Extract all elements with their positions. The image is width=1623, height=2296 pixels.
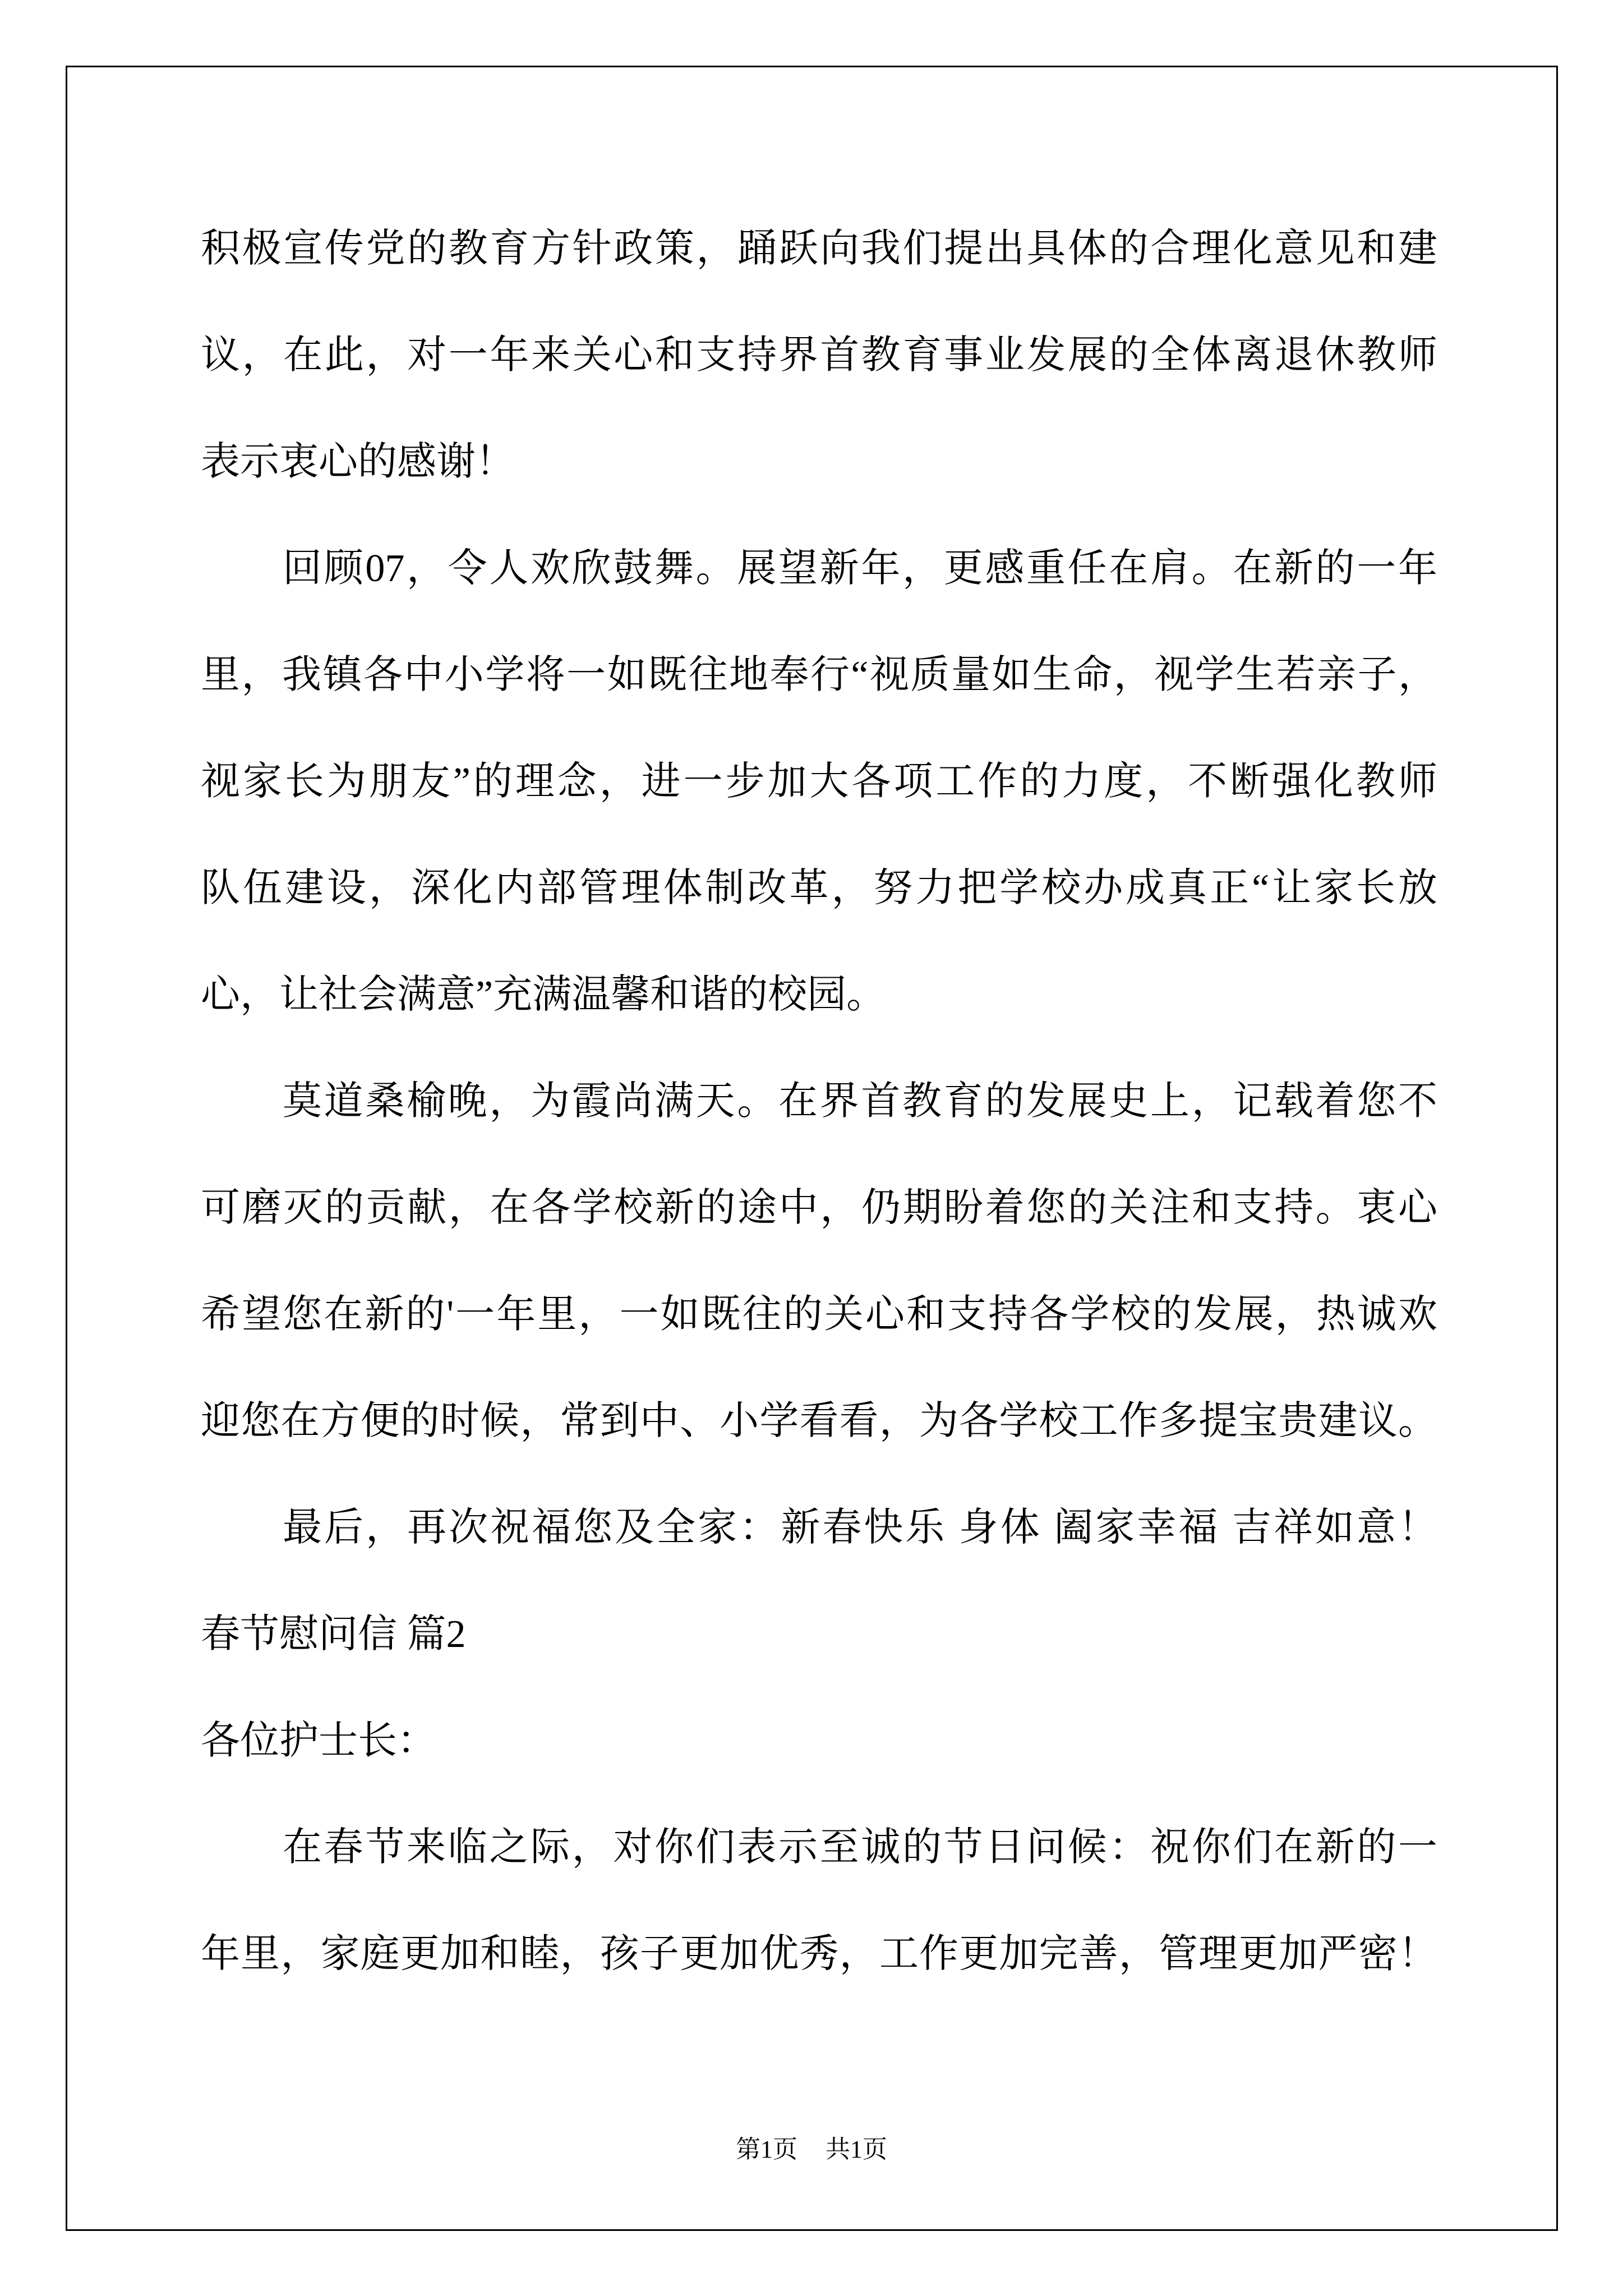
document-body <box>201 196 1437 2008</box>
page-footer <box>0 2131 1623 2169</box>
body-line: 表示衷心的感谢！ <box>201 440 515 484</box>
body-line: 在春节来临之际，对你们表示至诚的节日问候：祝你们在新的一 <box>283 1826 1437 1869</box>
paragraph <box>201 1795 1437 2008</box>
body-line: 心，让社会满意”充满温馨和谐的校园。 <box>201 973 886 1016</box>
page-count: 共1页 <box>826 2136 887 2163</box>
body-line: 队伍建设，深化内部管理体制改革，努力把学校办成真正“让家长放 <box>201 867 1437 910</box>
paragraph <box>201 1475 1437 1581</box>
paragraph <box>201 516 1437 1048</box>
body-line: 可磨灭的贡献，在各学校新的途中，仍期盼着您的关注和支持。衷心 <box>201 1186 1437 1230</box>
page-number: 第1页 <box>736 2136 797 2163</box>
paragraph <box>201 196 1437 516</box>
section-heading: 春节慰问信 篇2 <box>201 1613 466 1656</box>
salutation: 各位护士长： <box>201 1719 436 1763</box>
body-line: 莫道桑榆晚，为霞尚满天。在界首教育的发展史上，记载着您不 <box>283 1080 1437 1123</box>
body-line: 议，在此，对一年来关心和支持界首教育事业发展的全体离退休教师 <box>201 334 1437 377</box>
body-line: 视家长为朋友”的理念，进一步加大各项工作的力度，不断强化教师 <box>201 760 1437 803</box>
paragraph <box>201 1048 1437 1475</box>
body-line: 希望您在新的'一年里，一如既往的关心和支持各学校的发展，热诚欢 <box>201 1293 1437 1336</box>
body-line: 迎您在方便的时候，常到中、小学看看，为各学校工作多提宝贵建议。 <box>201 1400 1437 1443</box>
body-line: 最后，再次祝福您及全家：新春快乐 身体 阖家幸福 吉祥如意！ <box>283 1506 1437 1549</box>
body-line: 年里，家庭更加和睦，孩子更加优秀，工作更加完善，管理更加严密！ <box>201 1932 1437 1976</box>
body-line: 积极宣传党的教育方针政策，踊跃向我们提出具体的合理化意见和建 <box>201 227 1437 270</box>
body-line: 回顾07，令人欢欣鼓舞。展望新年，更感重任在肩。在新的一年 <box>283 547 1437 590</box>
body-line: 里，我镇各中小学将一如既往地奉行“视质量如生命，视学生若亲子， <box>201 654 1437 697</box>
